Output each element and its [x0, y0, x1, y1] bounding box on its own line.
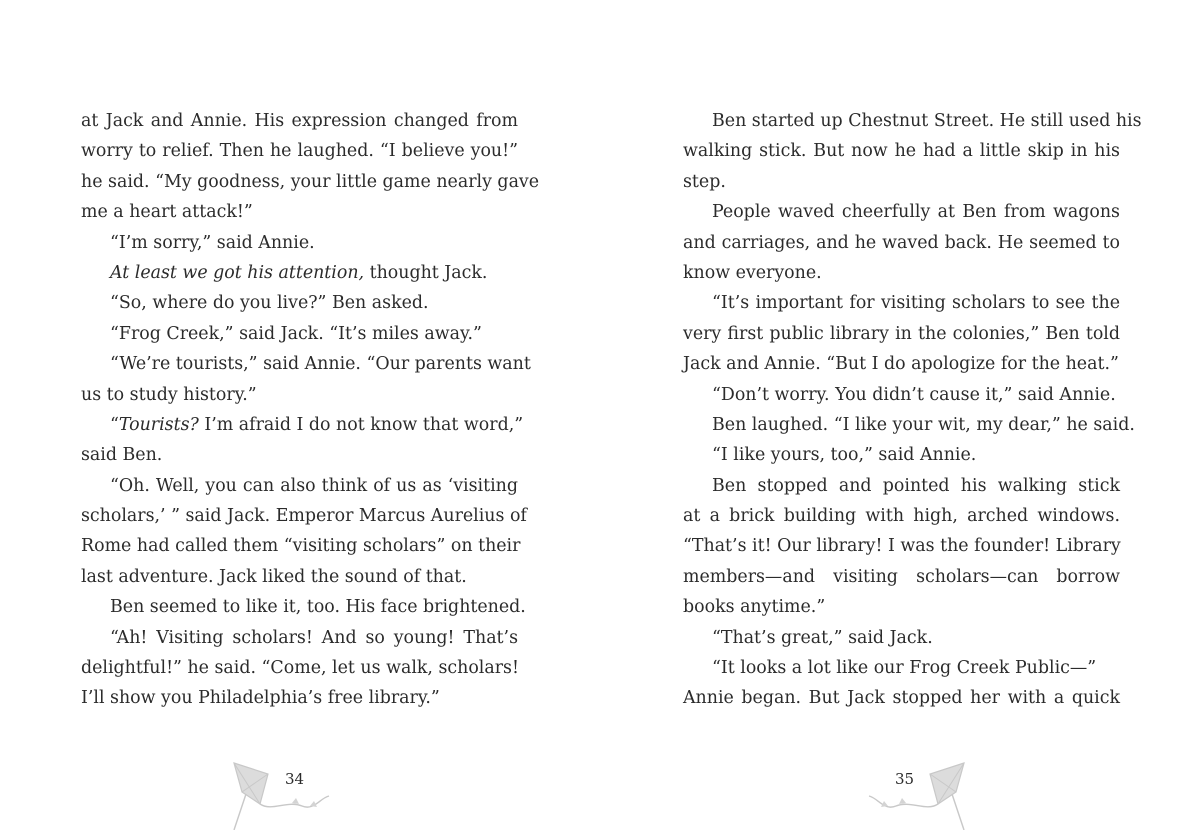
text-span: I’m afraid I do not know that word,” [198, 414, 524, 435]
page-number: 34 [285, 770, 305, 788]
text-line: us to study history.” [81, 384, 257, 405]
text-line: worry to relief. Then he laughed. “I believe you!” [81, 141, 518, 162]
italic-thought: At least we got his attention, [110, 262, 365, 283]
text-line: and carriages, and he waved back. He seemed to [683, 232, 1120, 253]
text-line: books anytime.” [683, 597, 826, 618]
left-page [81, 106, 540, 714]
text-line: “Oh. Well, you can also think of us as ‘visiting [110, 475, 518, 496]
text-line: Rome had called them “visiting scholars” on their [81, 536, 521, 557]
text-line: “It’s important for visiting scholars to see the [712, 293, 1120, 314]
text-line [81, 410, 524, 440]
text-line: very first public library in the colonies,” Ben told [683, 323, 1120, 344]
text-line: “That’s great,” said Jack. [712, 627, 933, 648]
text-line: “Frog Creek,” said Jack. “It’s miles away.” [110, 323, 482, 344]
text-line: “I’m sorry,” said Annie. [110, 232, 315, 253]
text-line: said Ben. [81, 445, 163, 466]
text-span: thought Jack. [364, 262, 488, 283]
text-line: Annie began. But Jack stopped her with a quick [683, 688, 1120, 709]
text-line: Jack and Annie. “But I do apologize for the heat.” [683, 354, 1119, 375]
text-line: me a heart attack!” [81, 202, 253, 223]
text-line: know everyone. [683, 262, 822, 283]
text-line: Ben started up Chestnut Street. He still used his [712, 111, 1142, 131]
text-line: People waved cheerfully at Ben from wagons [712, 202, 1120, 223]
text-line: Ben seemed to like it, too. His face brightened. [110, 597, 526, 618]
text-line: step. [683, 171, 726, 192]
page-footer-left [232, 760, 352, 830]
right-page [683, 106, 1142, 714]
text-line: he said. “My goodness, your little game nearly gave [81, 171, 540, 192]
text-line: “So, where do you live?” Ben asked. [110, 293, 429, 314]
text-line: at a brick building with high, arched windows. [683, 506, 1120, 527]
text-line: “It looks a lot like our Frog Creek Public—” [712, 658, 1097, 679]
kite-icon [866, 760, 976, 830]
text-line: Ben laughed. “I like your wit, my dear,” he said. [712, 414, 1135, 435]
text-line: “I like yours, too,” said Annie. [712, 445, 977, 466]
text-span: “ [110, 414, 119, 435]
text-line: I’ll show you Philadelphia’s free library.” [81, 688, 440, 709]
text-line: scholars,’ ” said Jack. Emperor Marcus Aurelius of [81, 506, 527, 527]
page-number: 35 [895, 770, 915, 788]
text-line: “Ah! Visiting scholars! And so young! That’s [110, 627, 518, 648]
text-line: members—and visiting scholars—can borrow [683, 566, 1120, 587]
text-line [81, 258, 518, 288]
text-line: last adventure. Jack liked the sound of that. [81, 566, 467, 587]
text-line: at Jack and Annie. His expression changed from [81, 111, 518, 131]
text-line: delightful!” he said. “Come, let us walk, scholars! [81, 658, 519, 679]
text-line: walking stick. But now he had a little skip in his [683, 141, 1120, 162]
page-footer-right [866, 760, 986, 830]
text-line: Ben stopped and pointed his walking stick [712, 475, 1120, 496]
text-line: “Don’t worry. You didn’t cause it,” said Annie. [712, 384, 1116, 405]
text-line: “That’s it! Our library! I was the founder! Library [683, 536, 1121, 557]
text-line: “We’re tourists,” said Annie. “Our parents want [110, 354, 531, 375]
italic-word: Tourists? [118, 414, 199, 435]
